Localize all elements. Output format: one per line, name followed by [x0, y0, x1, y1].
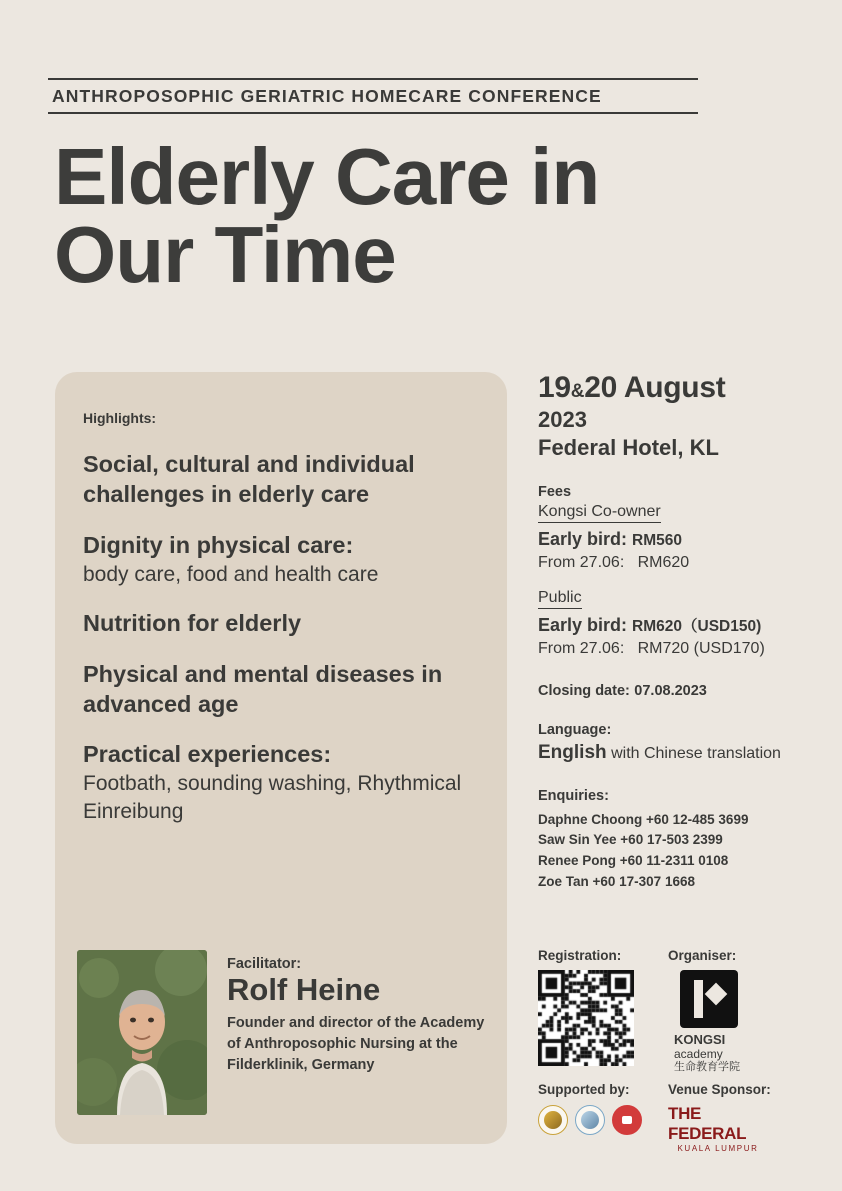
fees-public-from-label: From 27.06: — [538, 640, 625, 658]
highlight-heading: Physical and mental diseases in advanced age — [83, 660, 443, 717]
list-item: Saw Sin Yee +60 17-503 2399 — [538, 832, 723, 848]
qr-code-canvas[interactable] — [538, 970, 634, 1066]
fees-public-from — [538, 638, 808, 660]
enquiries-block — [538, 788, 808, 894]
kicker-rule-bottom — [48, 112, 698, 114]
avatar — [77, 950, 207, 1115]
closing-date-block — [538, 682, 808, 700]
registration-label: Registration: — [538, 948, 622, 963]
fees-kongsi-from — [538, 552, 808, 574]
title-line-2: Our Time — [54, 210, 396, 300]
event-date — [538, 372, 808, 404]
highlight-heading: Dignity in physical care: — [83, 531, 354, 558]
partner-logo-2-icon — [575, 1105, 605, 1135]
highlights-list — [83, 450, 495, 846]
fees-public-earlybird-usd: （USD150) — [682, 618, 762, 636]
fees-kongsi-from-label: From 27.06: — [538, 553, 625, 571]
organiser-sub: academy — [674, 1047, 723, 1061]
kicker-text: ANTHROPOSOPHIC GERIATRIC HOMECARE CONFERENCE — [52, 86, 602, 106]
qr-code-icon[interactable] — [538, 970, 634, 1066]
facilitator-photo — [77, 950, 207, 1115]
closing-date-value: 07.08.2023 — [634, 682, 707, 699]
language-primary: English — [538, 741, 607, 763]
venue-sponsor-block — [668, 1082, 828, 1153]
event-date-amp: & — [570, 381, 585, 402]
supported-label: Supported by: — [538, 1082, 630, 1097]
fees-kongsi-earlybird-label: Early bird: — [538, 528, 628, 549]
highlights-panel — [55, 372, 507, 1144]
event-date-start: 19 — [538, 371, 571, 404]
language-secondary: with Chinese translation — [611, 744, 781, 762]
organiser-name: KONGSI — [674, 1032, 726, 1047]
list-item: Zoe Tan +60 17-307 1668 — [538, 874, 695, 890]
venue-sponsor-name: THE FEDERAL — [668, 1104, 747, 1143]
language-label: Language: — [538, 721, 612, 738]
highlight-heading: Nutrition for elderly — [83, 609, 302, 636]
highlight-sub: body care, food and health care — [83, 562, 379, 586]
list-item — [83, 660, 495, 720]
registration-block — [538, 948, 663, 1066]
event-date-end: 20 August — [584, 371, 726, 404]
list-item — [83, 609, 495, 639]
facilitator-description: Founder and director of the Academy of Anthroposophic Nursing at the Filderklinik, Germany — [227, 1014, 485, 1073]
organiser-cn: 生命教育学院 — [674, 1061, 740, 1074]
partner-logo-3-icon — [612, 1105, 642, 1135]
facilitator-text — [227, 956, 492, 1076]
list-item: Renee Pong +60 11-2311 0108 — [538, 853, 729, 869]
title-line-1: Elderly Care in — [54, 132, 600, 221]
fees-kongsi-from-value: RM620 — [637, 553, 690, 571]
list-item: Daphne Choong +60 12-485 3699 — [538, 811, 749, 827]
kongsi-logo-icon — [680, 970, 738, 1028]
page-title — [54, 132, 774, 300]
language-value — [538, 741, 808, 766]
fees-public-earlybird-label: Early bird: — [538, 615, 628, 636]
venue-sponsor-label: Venue Sponsor: — [668, 1082, 771, 1097]
fees-kongsi-earlybird-value: RM560 — [632, 531, 683, 549]
fees-kongsi-earlybird — [538, 527, 808, 552]
list-item — [83, 740, 495, 824]
highlight-sub: Footbath, sounding washing, Rhythmical Einreibung — [83, 772, 462, 823]
highlight-heading: Social, cultural and individual challenges in elderly care — [83, 451, 415, 507]
supported-logos — [538, 1105, 663, 1135]
facilitator-name: Rolf Heine — [227, 972, 381, 1007]
facilitator-label: Facilitator: — [227, 956, 302, 972]
supported-block — [538, 1082, 663, 1135]
partner-logo-1-icon — [538, 1105, 568, 1135]
fees-block — [538, 484, 808, 660]
fees-kongsi — [538, 503, 808, 574]
list-item — [83, 531, 495, 588]
event-year: 2023 — [538, 406, 587, 432]
fees-public — [538, 589, 808, 660]
fees-label: Fees — [538, 483, 572, 500]
list-item — [83, 450, 495, 510]
fees-public-from-value: RM720 (USD170) — [637, 640, 765, 658]
highlights-label: Highlights: — [83, 410, 157, 426]
fees-public-earlybird — [538, 613, 808, 638]
highlight-heading: Practical experiences: — [83, 741, 332, 768]
fees-kongsi-title: Kongsi Co-owner — [538, 503, 661, 523]
enquiries-list — [538, 810, 808, 894]
federal-logo-icon — [668, 1104, 768, 1153]
venue-sponsor-sub: KUALA LUMPUR — [677, 1144, 759, 1153]
fees-public-title: Public — [538, 589, 582, 609]
closing-date-label: Closing date: — [538, 682, 630, 699]
enquiries-label: Enquiries: — [538, 787, 609, 804]
conference-kicker — [48, 78, 698, 114]
fees-public-earlybird-value: RM620 — [632, 618, 683, 636]
language-block — [538, 722, 808, 766]
organiser-block — [668, 948, 818, 1075]
event-venue: Federal Hotel, KL — [538, 435, 719, 461]
details-column — [538, 372, 808, 893]
organiser-label: Organiser: — [668, 948, 737, 963]
